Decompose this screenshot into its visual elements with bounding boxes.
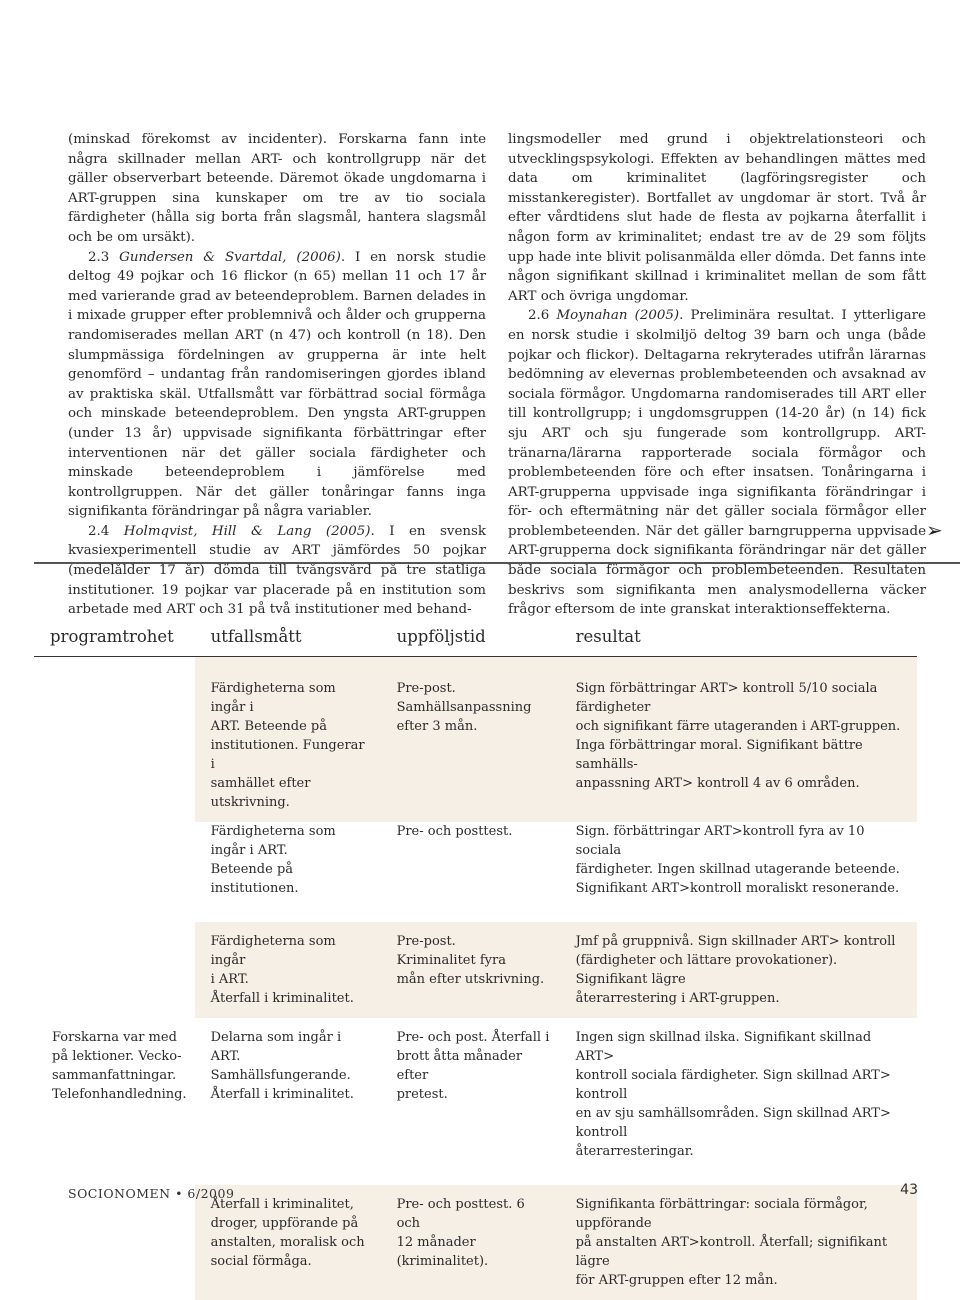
cell-utfallsmatt: Återfall i kriminalitet, droger, uppförande på anstalten, moralisk och social förmåga. [195,1185,381,1300]
cell-utfallsmatt: Färdigheterna som ingår i ART. Beteende på institutionen. Fungerar i samhället efter utskrivning. [195,657,381,823]
citation-holmqvist: Holmqvist, Hill & Lang (2005) [123,523,371,539]
header-utfallsmatt: utfallsmått [195,616,381,657]
cell-uppfoljstid: Pre-post. Kriminalitet fyra mån efter utskrivning. [381,922,560,1018]
journal-footer: SOCIONOMEN • 6/2009 [68,1186,235,1201]
header-programtrohet: programtrohet [34,616,195,657]
cell-resultat: Signifikanta förbättringar: sociala förmågor, uppförande på anstalten ART>kontroll. Återfall; signifikant lägre för ART-gruppen efter 12 mån. [560,1185,917,1300]
header-resultat: resultat [560,616,917,657]
right-paragraph-2: 2.6 Moynahan (2005). Preliminära resultat. I ytterligare en norsk studie i skolmiljö deltog 39 barn och unga (både pojkar och flickor). Deltagarna rekryterades utifrån lärarnas bedömning av elevernas problembeteenden och avsaknad av sociala förmågor. Ungdomarna randomiserades till ART eller till kontrollgrupp; i ungdomsgruppen (14-20 år) (n 14) fick sju ART och sju fungerade som kontrollgrupp. ART-tränarna/lärarna rapporterade sociala förmågor och problembeteenden före och efter insatsen. Tonåringarna i ART-grupperna uppvisade inga signifikanta förändringar i för- och eftermätning när det gäller sociala förmågor eller problembeteenden. När det gäller barngrupperna uppvisade ART-grupperna dock signifikanta förändringar när det gäller både sociala förmågor och problembeteenden. Resultaten beskrivs som signifikanta men analysmodellerna väcker frågor eftersom de inte granskat interaktionseffekterna. [508,308,926,618]
table-row [34,822,917,908]
left-paragraph-2: 2.3 Gundersen & Svartdal, (2006). I en norsk studie deltog 49 pojkar och 16 flickor (n 65) mellan 11 och 17 år med varierande grad av beteendeproblem. Barnen delades in i mixade grupper efter problemnivå och ålder och grupperna randomiserades mellan ART (n 47) och kontroll (n 18). Den slumpmässiga fördelningen av grupperna är inte helt genomförd – undantag från randomiseringen gjordes ibland av praktiska skäl. Utfallsmått var förbättrad social förmåga och minskade beteendeproblem. Den yngsta ART-gruppen (under 13 år) uppvisade signifikanta förbättringar efter interventionen när det gäller sociala färdigheter och minskade beteendeproblem i jämförelse med kontrollgruppen. När det gäller tonåringar fanns inga signifikanta förändringar på några variabler. [68,249,486,520]
table-row [34,1185,917,1300]
table-header-row [34,616,917,657]
table-spacer [34,1171,917,1185]
cell-programtrohet [34,1185,195,1300]
page-number: 43 [900,1182,918,1198]
cell-utfallsmatt: Färdigheterna som ingår i ART. Beteende på institutionen. [210,824,336,896]
cell-resultat: Jmf på gruppnivå. Sign skillnader ART> kontroll (färdigheter och lättare provokationer). Signifikant lägre återarrestering i ART-gruppen. [560,922,917,1018]
cell-resultat: Ingen sign skillnad ilska. Signifikant skillnad ART> kontroll sociala färdigheter. Sign skillnad ART> kontroll en av sju samhällsområden. Sign skillnad ART> kontroll återarresteringar. [575,1030,891,1159]
cell-programtrohet: Forskarna var med på lektioner. Vecko- sammanfattningar. Telefonhandledning. [52,1030,187,1102]
table-spacer [34,908,917,922]
citation-gundersen: Gundersen & Svartdal, (2006) [119,249,341,265]
right-paragraph-1: lingsmodeller med grund i objektrelationsteori och utvecklingspsykologi. Effekten av behandlingen mättes med data om kriminalitet (lagföringsregister och misstankeregister). Bortfallet av ungdomar är stort. Två år efter vårdtidens slut hade de flesta av pojkarna återfallit i någon form av kriminalitet; endast tre av de 29 som följts upp hade inte blivit polisanmälda eller dömda. Det fanns inte någon signifikant skillnad i kriminalitet mellan de som fått ART och övriga ungdomar. [508,132,926,304]
cell-programtrohet [34,922,195,1018]
table-row [34,657,917,823]
cell-uppfoljstid: Pre- och posttest. 6 och 12 månader (kriminalitet). [381,1185,560,1300]
section-divider [34,562,960,564]
cell-programtrohet [34,822,195,908]
cell-programtrohet [34,657,195,823]
right-text-column [508,130,926,620]
cell-uppfoljstid: Pre-post. Samhällsanpassning efter 3 mån. [381,657,560,823]
left-paragraph-1: (minskad förekomst av incidenter). Forskarna fann inte några skillnader mellan ART- och kontrollgrupp när det gäller observerbart beteende. Däremot ökade ungdomarna i ART-gruppen sina kunskaper om tre av tio sociala färdigheter (hålla sig borta från slagsmål, hantera slagsmål och be om ursäkt). [68,132,486,245]
citation-moynahan: Moynahan (2005) [556,308,680,324]
left-paragraph-3: 2.4 Holmqvist, Hill & Lang (2005). I en svensk kvasiexperimentell studie av ART jämfördes 50 pojkar (medelålder 17 år) dömda till tvångsvård på tre statliga institutioner. 19 pojkar var placerade på en institution som arbetade med ART och 31 på två institutioner med behand- [68,523,486,618]
left-text-column [68,130,486,620]
cell-utfallsmatt: Färdigheterna som ingår i ART. Återfall i kriminalitet. [195,922,381,1018]
table-row [34,922,917,1018]
table-row [34,1018,917,1171]
cell-resultat: Sign förbättringar ART> kontroll 5/10 sociala färdigheter och signifikant färre utageranden i ART-gruppen. Inga förbättringar moral. Signifikant bättre samhälls- anpassning ART> kontroll 4 av 6 områden. [560,657,917,823]
continue-arrow-icon: ➢ [926,518,943,542]
cell-resultat: Sign. förbättringar ART>kontroll fyra av 10 sociala färdigheter. Ingen skillnad utagerande beteende. Signifikant ART>kontroll moraliskt resonerande. [575,824,900,896]
cell-uppfoljstid: Pre- och posttest. [396,824,513,839]
header-uppfoljstid: uppföljstid [381,616,560,657]
cell-utfallsmatt: Delarna som ingår i ART. Samhällsfungerande. Återfall i kriminalitet. [210,1030,354,1102]
cell-uppfoljstid: Pre- och post. Återfall i brott åtta månader efter pretest. [396,1030,550,1102]
